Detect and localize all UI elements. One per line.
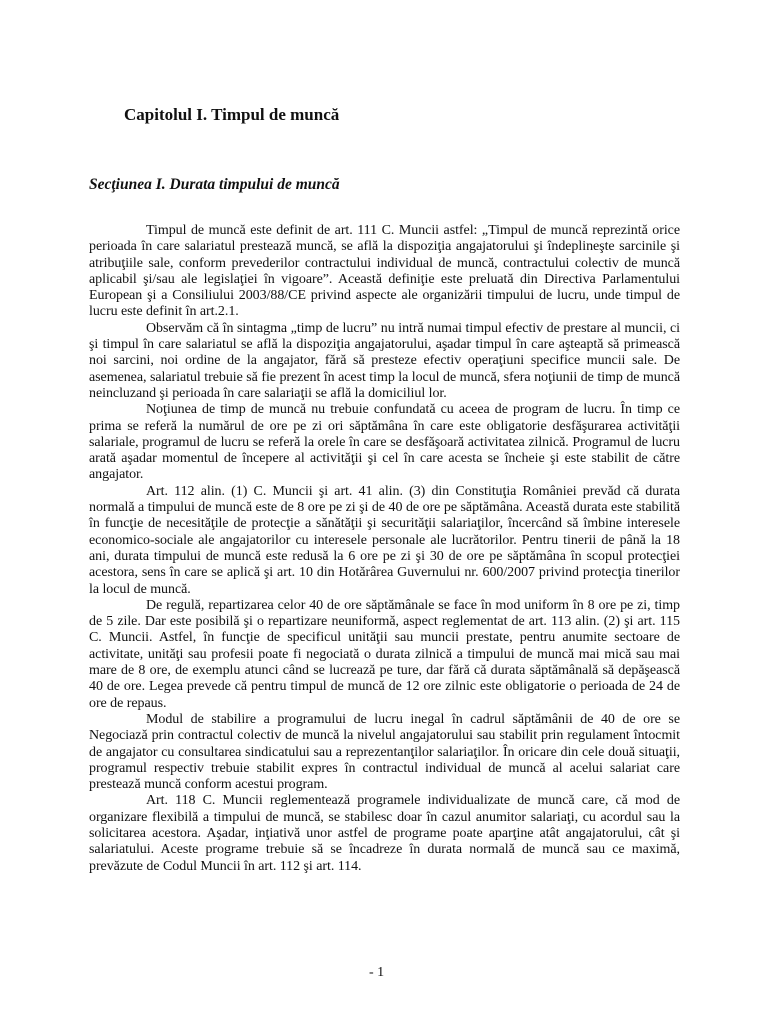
paragraph: Timpul de muncă este definit de art. 111 C. Muncii astfel: „Timpul de muncă reprezintă orice perioada în care salariatul prestează muncă, se află la dispoziţia angajatorului şi îndeplineşte sarcinile şi atribuţiile sale, conform prevederilor contractului individual de muncă, contractului colectiv de muncă aplicabil şi/sau ale legislaţiei în vigoare”. Această definiţie este preluată din Directiva Parlamentului European şi a Consiliului 2003/88/CE privind aspecte ale organizării timpului de lucru, unde timpul de lucru este definit în art.2.1. [89, 223, 680, 320]
paragraph: Observăm că în sintagma „timp de lucru” nu intră numai timpul efectiv de prestare al muncii, ci şi timpul în care salariatul se află la dispoziţia angajatorului, aşadar timpul în care aşteaptă să primească noi sarcini, noi ordine de la angajator, fără să presteze efectiv operaţiuni specifice muncii sale. De asemenea, salariatul trebuie să fie prezent în acest timp la locul de muncă, sfera noţiunii de timp de muncă neincluzand şi perioada în care salariaţii se află la domiciliul lor. [89, 320, 680, 401]
paragraph: Modul de stabilire a programului de lucru inegal în cadrul săptămânii de 40 de ore se Negociază prin contractul colectiv de muncă la nivelul angajatorului sau stabilit prin regulament întocmit de angajator cu consultarea sindicatului sau a reprezentanţilor salariaţilor. În oricare din cele două situaţii, programul respectiv trebuie stabilit expres în contractul individual de muncă al acelui salariat care prestează muncă conform acestui program. [89, 711, 680, 793]
section-title: Secţiunea I. Durata timpului de muncă [89, 176, 340, 193]
page-number: - 1 [369, 965, 385, 980]
body-text [89, 223, 680, 875]
paragraph: Art. 112 alin. (1) C. Muncii şi art. 41 alin. (3) din Constituţia României prevăd că durata normală a timpului de muncă este de 8 ore pe zi şi de 40 de ore pe săptămâna. Această durata este stabilită în funcţie de necesităţile de protecţie a sănătăţii şi securităţii salariaţilor, încercând să îmbine interesele economico-sociale ale angajatorilor cu interesele personale ale lucrătorilor. Pentru tinerii de până la 18 ani, durata timpului de muncă este redusă la 6 ore pe zi şi 30 de ore pe săptămâna în scopul protecţiei acestora, sens în care se aplică şi art. 10 din Hotărârea Guvernului nr. 600/2007 privind protecţia tinerilor la locul de muncă. [89, 483, 680, 597]
paragraph: Art. 118 C. Muncii reglementează programele individualizate de muncă care, că mod de organizare flexibilă a timpului de muncă, se stabilesc doar în cazul anumitor salariaţi, cu acordul sau la solicitarea acestora. Aşadar, inţiativă unor astfel de programe poate aparţine atât angajatorului, cât şi salariatului. Aceste programe trebuie să se încadreze în durata normală de muncă sau ce maximă, prevăzute de Codul Muncii în art. 112 şi art. 114. [89, 793, 680, 874]
chapter-title: Capitolul I. Timpul de muncă [124, 105, 340, 124]
paragraph: De regulă, repartizarea celor 40 de ore săptămânale se face în mod uniform în 8 ore pe zi, timp de 5 zile. Dar este posibilă şi o repartizare neuniformă, aspect reglementat de art. 113 alin. (2) şi art. 115 C. Muncii. Astfel, în funcţie de specificul unităţii sau muncii prestate, pentru anumite sectoare de activitate, unităţi sau profesii poate fi negociată o durata zilnică a timpului de muncă mai mică sau mai mare de 8 ore, de exemplu atunci când se lucrează pe ture, dar fără că durata săptămânală să depăşească 40 de ore. Legea prevede că pentru timpul de muncă de 12 ore zilnic este obligatorie o perioada de 24 de ore de repaus. [89, 597, 680, 711]
paragraph: Noţiunea de timp de muncă nu trebuie confundată cu aceea de program de lucru. În timp ce prima se referă la numărul de ore pe zi ori săptămâna în care este obligatorie desfăşurarea activităţii salariale, programul de lucru se referă la orele în care se desfăşoară activitatea zilnică. Programul de lucru arată aşadar momentul de începere al activităţii şi cel în care acesta se încheie şi este stabilit de către angajator. [89, 402, 680, 483]
